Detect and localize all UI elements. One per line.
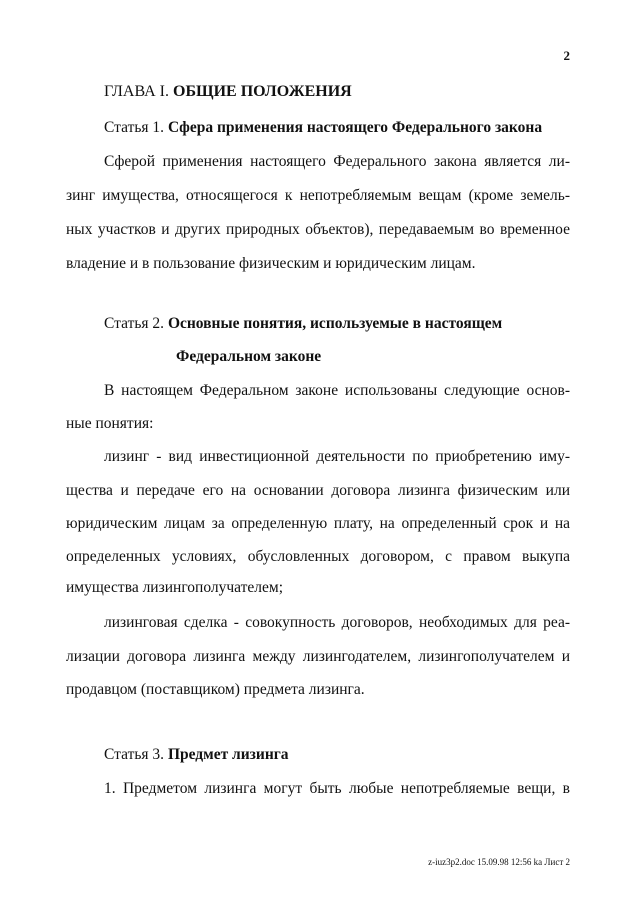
article2-intro-line-2: ные понятия: [66,415,154,432]
leasing-deal-line-1: лизинговая сделка - совокупность договоров, необходимых для реа- [104,614,570,631]
article2-prefix: Статья 2. [104,315,165,332]
article1-title: Сфера применения настоящего Федерального закона [167,119,543,136]
leasing-definition-line-4: определенных условиях, обусловленных договором, с правом выкупа [66,548,570,565]
article1-heading [104,118,542,138]
article1-line-3: ных участков и других природных объектов), передаваемым во временное [66,221,570,238]
article1-line-4: владение и в пользование физическим и юридическим лицам. [66,255,476,272]
chapter-prefix: ГЛАВА I. [104,83,169,100]
leasing-deal-line-2: лизации договора лизинга между лизингодателем, лизингополучателем и [66,648,570,665]
chapter-title: ОБЩИЕ ПОЛОЖЕНИЯ [173,83,352,100]
article3-prefix: Статья 3. [104,746,165,763]
article3-heading [104,745,289,765]
article2-intro-line-1: В настоящем Федеральном законе использованы следующие основ- [104,382,570,399]
article1-line-1: Сферой применения настоящего Федерального закона является ли- [104,153,570,170]
article2-title-line2 [176,347,321,367]
article2-heading [104,314,502,334]
article1-prefix: Статья 1. [104,119,165,136]
article2-title-line2-text: Федеральном законе [176,348,322,365]
page-number: 2 [563,48,570,63]
chapter-heading [104,82,352,102]
document-footer: z-iuz3p2.doc 15.09.98 12:56 ‌ka Лист 2 [428,857,570,867]
leasing-definition-line-5: имущества лизингополучателем; [66,579,284,596]
article3-line-1: 1. Предметом лизинга могут быть любые непотребляемые вещи, в [104,780,570,797]
article3-title: Предмет лизинга [167,746,289,763]
leasing-definition-line-1: лизинг - вид инвестиционной деятельности по приобретению иму- [104,448,570,465]
leasing-definition-line-2: щества и передаче его на основании договора лизинга физическим или [66,482,570,499]
leasing-deal-line-3: продавцом (поставщиком) предмета лизинга. [66,681,365,698]
leasing-definition-line-3: юридическим лицам за определенную плату, на определенный срок и на [66,515,570,532]
article1-line-2: зинг имущества, относящегося к непотребляемым вещам (кроме земель- [66,187,570,204]
article2-title-line1: Основные понятия, используемые в настоящем [167,315,503,332]
